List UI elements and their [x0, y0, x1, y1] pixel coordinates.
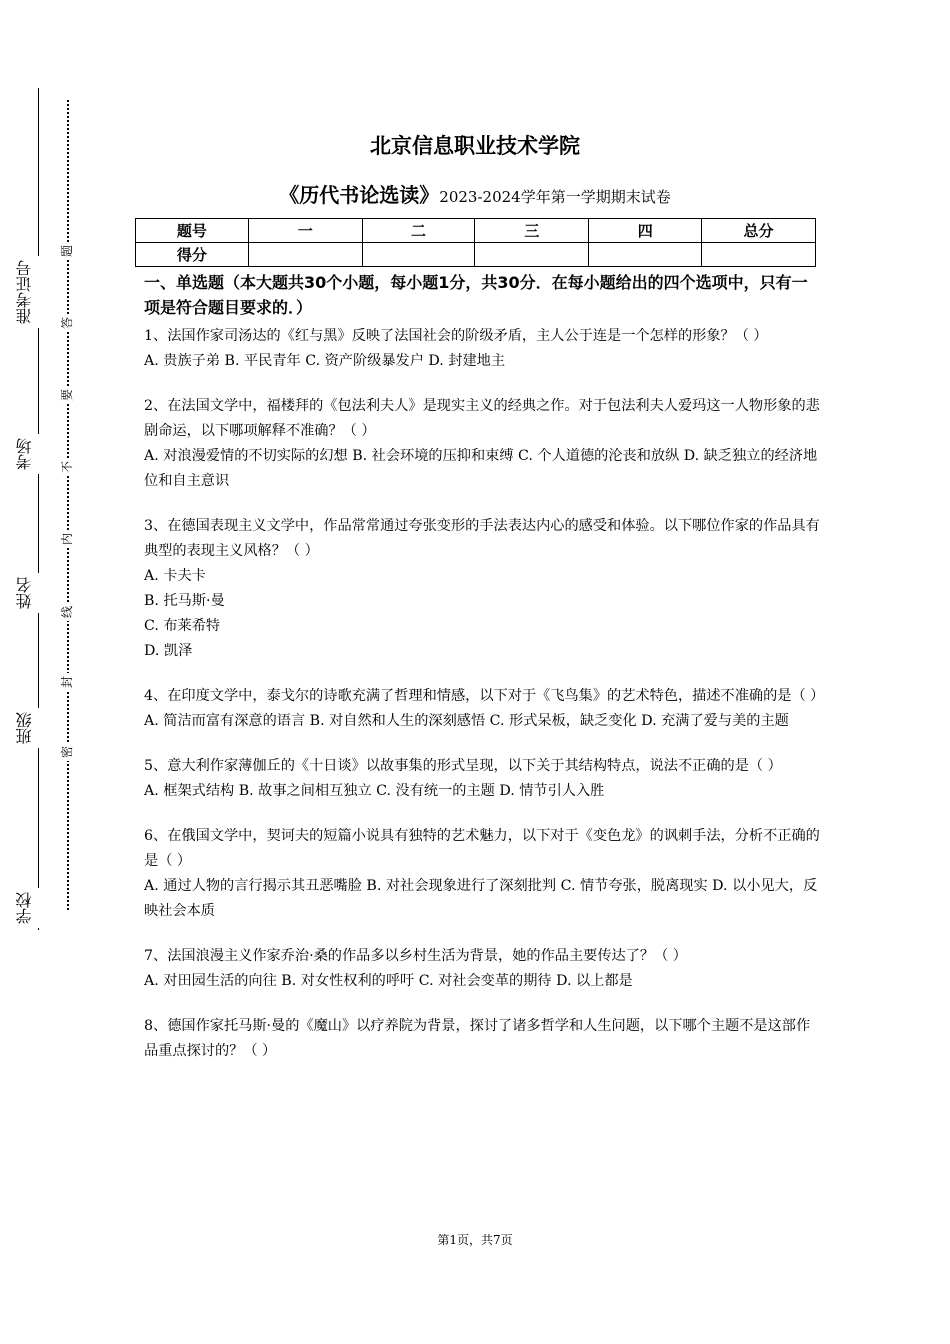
score-table-cell: 总分 — [702, 219, 816, 243]
question-4 — [144, 684, 825, 734]
score-table-cell: 四 — [589, 219, 702, 243]
score-table — [135, 218, 816, 267]
score-entry-cell — [702, 243, 816, 267]
score-table-score-row — [136, 243, 816, 267]
score-table-cell: 二 — [362, 219, 475, 243]
binding-solid-line — [38, 88, 39, 930]
score-entry-cell — [362, 243, 475, 267]
exam-content — [144, 270, 825, 1084]
course-name: 《历代书论选读》 — [279, 183, 440, 207]
score-entry-cell — [248, 243, 362, 267]
side-label-class: 班级 — [16, 708, 52, 748]
question-7 — [144, 944, 820, 994]
question-1 — [144, 324, 820, 374]
score-table-cell: 得分 — [136, 243, 249, 267]
score-entry-cell — [589, 243, 702, 267]
page-footer: 第1页，共7页 — [437, 1233, 513, 1247]
school-title: 北京信息职业技术学院 — [370, 134, 580, 158]
score-table-cell: 题号 — [136, 219, 249, 243]
question-2 — [144, 394, 820, 494]
term-label: 2023-2024学年第一学期期末试卷 — [439, 188, 671, 206]
side-label-exam-room: 考场 — [16, 434, 52, 474]
side-label-ticket-number: 准考证号 — [16, 256, 52, 328]
question-text: 2、在法国文学中，福楼拜的《包法利夫人》是现实主义的经典之作。对于包法利夫人爱玛这一人物形象的悲剧命运，以下哪项解释不准确？（ ） — [144, 398, 820, 439]
question-text: 5、意大利作家薄伽丘的《十日谈》以故事集的形式呈现，以下关于其结构特点，说法不正确的是（ ） — [144, 758, 782, 774]
question-text: 1、法国作家司汤达的《红与黑》反映了法国社会的阶级矛盾，主人公于连是一个怎样的形象？（ ） — [144, 328, 768, 344]
question-text: 3、在德国表现主义文学中，作品常常通过夸张变形的手法表达内心的感受和体验。以下哪位作家的作品具有典型的表现主义风格？（ ） — [144, 518, 820, 559]
seal-char: 密 — [60, 743, 74, 761]
section-title: 一、单选题（本大题共30个小题，每小题1分，共30分．在每小题给出的四个选项中，只有一项是符合题目要求的．） — [144, 273, 808, 317]
score-entry-cell — [475, 243, 589, 267]
question-6 — [144, 824, 820, 924]
binding-dotted-line — [67, 100, 69, 910]
seal-char: 题 — [60, 242, 74, 260]
question-options: A. 对浪漫爱情的不切实际的幻想 B. 社会环境的压抑和束缚 C. 个人道德的沦丧和放纵 D. 缺乏独立的经济地位和自主意识 — [144, 448, 818, 489]
question-options: A. 对田园生活的向往 B. 对女性权利的呼吁 C. 对社会变革的期待 D. 以上都是 — [144, 973, 633, 989]
seal-char: 不 — [60, 458, 74, 476]
seal-char: 线 — [60, 603, 74, 621]
score-table-cell: 三 — [475, 219, 589, 243]
seal-char: 封 — [60, 673, 74, 691]
score-table-header-row — [136, 219, 816, 243]
question-text: 8、德国作家托马斯·曼的《魔山》以疗养院为背景，探讨了诸多哲学和人生问题，以下哪个主题不是这部作品重点探讨的？（ ） — [144, 1018, 811, 1059]
question-option: B. 托马斯·曼 — [144, 593, 225, 609]
question-options: A. 框架式结构 B. 故事之间相互独立 C. 没有统一的主题 D. 情节引人入胜 — [144, 783, 605, 799]
question-3 — [144, 514, 820, 664]
question-text: 6、在俄国文学中，契诃夫的短篇小说具有独特的艺术魅力，以下对于《变色龙》的讽刺手法，分析不正确的是（ ） — [144, 828, 820, 869]
side-label-school: 学校 — [16, 888, 52, 928]
question-options: A. 简洁而富有深意的语言 B. 对自然和人生的深刻感悟 C. 形式呆板，缺乏变化 D. 充满了爱与美的主题 — [144, 713, 789, 729]
question-option: A. 卡夫卡 — [144, 568, 206, 584]
question-5 — [144, 754, 820, 804]
seal-char: 内 — [60, 530, 74, 548]
score-table-cell: 一 — [248, 219, 362, 243]
question-8 — [144, 1014, 820, 1064]
question-option: D. 凯泽 — [144, 643, 193, 659]
side-label-name: 姓名 — [16, 573, 52, 613]
question-text: 4、在印度文学中，泰戈尔的诗歌充满了哲理和情感，以下对于《飞鸟集》的艺术特色，描述不准确的是（ ） — [144, 688, 825, 704]
seal-char: 要 — [60, 386, 74, 404]
seal-char: 答 — [60, 314, 74, 332]
question-options: A. 通过人物的言行揭示其丑恶嘴脸 B. 对社会现象进行了深刻批判 C. 情节夸张，脱离现实 D. 以小见大，反映社会本质 — [144, 878, 818, 919]
question-text: 7、法国浪漫主义作家乔治·桑的作品多以乡村生活为背景，她的作品主要传达了？（ ） — [144, 948, 687, 964]
exam-subtitle — [0, 179, 950, 208]
question-options: A. 贵族子弟 B. 平民青年 C. 资产阶级暴发户 D. 封建地主 — [144, 353, 506, 369]
question-option: C. 布莱希特 — [144, 618, 221, 634]
